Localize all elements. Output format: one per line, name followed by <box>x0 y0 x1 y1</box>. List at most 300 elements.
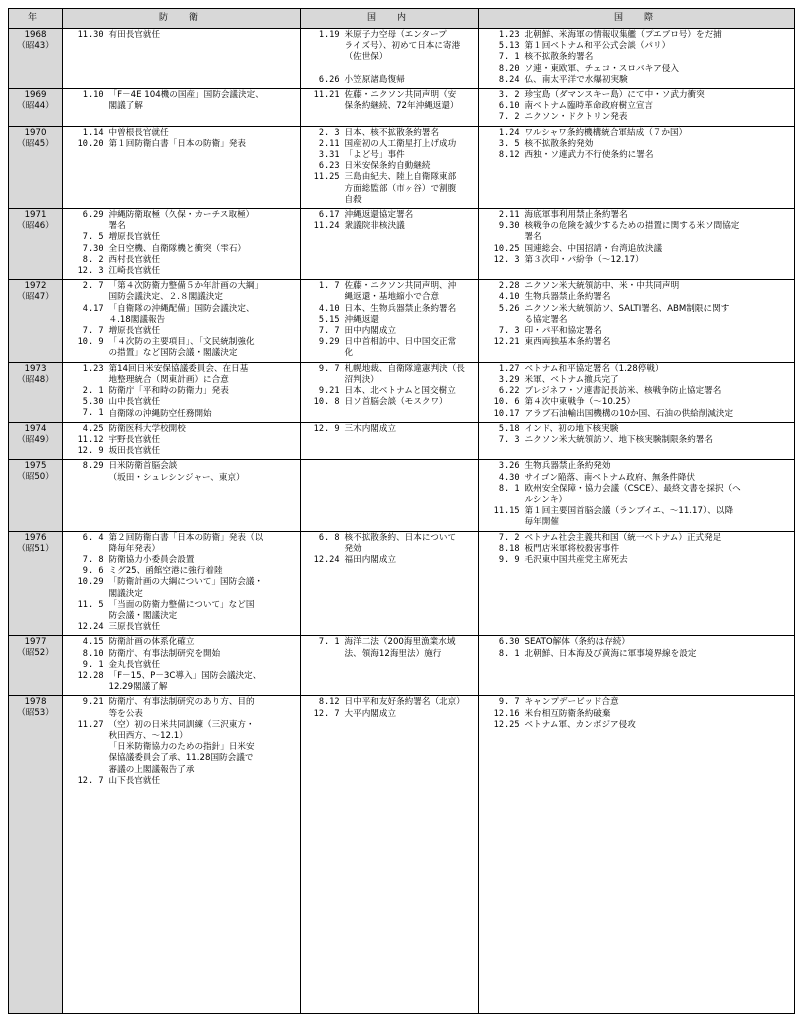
domestic-event-text: 日中平和友好条約署名（北京） <box>344 697 465 708</box>
international-date <box>479 232 520 243</box>
defense-date <box>63 753 104 764</box>
defense-date <box>63 709 104 720</box>
year-label: 1978 <box>24 697 47 708</box>
international-date: 6.10 <box>493 101 520 112</box>
domestic-date: 7. 1 <box>313 637 340 648</box>
domestic-events <box>343 696 479 1014</box>
international-events <box>523 696 795 1014</box>
international-event-text: 東西両独基本条約署名 <box>524 337 611 348</box>
defense-date: 8.10 <box>77 648 104 659</box>
international-event-text: 米台相互防衛条約破棄 <box>524 708 611 719</box>
international-event-text: ベトナム和平協定署名（1.28停戦） <box>524 363 664 374</box>
domestic-event-text: 日本、核不拡散条約署名 <box>344 127 440 138</box>
defense-events <box>107 460 301 531</box>
defense-event-text: 全日空機、自衛隊機と衝突（雫石） <box>108 243 247 254</box>
defense-events <box>107 126 301 208</box>
defense-dates <box>63 209 107 280</box>
domestic-event-text: 日米安保条約自動継続 <box>344 161 431 172</box>
defense-event-text: 防衛協力小委員会設置 <box>108 554 195 565</box>
international-date: 12.21 <box>493 337 520 348</box>
domestic-date <box>301 64 340 75</box>
international-date: 7. 3 <box>493 434 520 445</box>
domestic-date: 3.31 <box>313 150 340 161</box>
defense-dates <box>63 460 107 531</box>
defense-event-text: 坂田長官就任 <box>108 446 161 457</box>
defense-dates <box>63 89 107 127</box>
domestic-date: 9.21 <box>313 386 340 397</box>
international-event-text: 印・パ平和協定署名 <box>524 326 602 337</box>
international-date: 10.17 <box>493 408 520 419</box>
international-event-text: 欧州安全保障・協力会議（CSCE）、最終文書を採択（ヘ <box>524 483 741 494</box>
international-events <box>523 209 795 280</box>
international-event-text: ベトナム社会主義共和国（統一ベトナム）正式発足 <box>524 532 722 543</box>
domestic-date <box>301 101 340 112</box>
domestic-event-text: 国産初の人工衛星打上げ成功 <box>344 138 457 149</box>
era-label: （昭46） <box>17 221 54 232</box>
domestic-date: 2.11 <box>313 138 340 149</box>
international-date: 4.30 <box>493 472 520 483</box>
international-date: 8.18 <box>493 543 520 554</box>
defense-date: 8.29 <box>77 461 104 472</box>
international-events <box>523 280 795 362</box>
domestic-dates <box>301 29 343 89</box>
international-event-text: 署名 <box>524 232 542 243</box>
defense-date: 7. 8 <box>77 554 104 565</box>
domestic-event-text: 大平内閣成立 <box>344 708 397 719</box>
domestic-dates <box>301 531 343 636</box>
defense-date: 9. 1 <box>77 659 104 670</box>
defense-date <box>63 742 104 753</box>
international-dates <box>479 636 523 696</box>
international-event-text: 西独・ソ連武力不行使条約に署名 <box>524 150 654 161</box>
defense-event-text: 増原長官就任 <box>108 232 161 243</box>
defense-event-text: 防衛計画の体系化確立 <box>108 637 195 648</box>
defense-date <box>63 682 104 693</box>
domestic-event-text: 日ソ首脳会談（モスクワ） <box>344 397 448 408</box>
domestic-event-text: 核不拡散条約、日本について <box>344 532 457 543</box>
defense-event-text: 防衛医科大学校開校 <box>108 423 186 434</box>
defense-date <box>63 731 104 742</box>
international-dates <box>479 126 523 208</box>
era-label: （昭51） <box>17 543 54 554</box>
international-dates <box>479 531 523 636</box>
international-date: 8. 1 <box>493 648 520 659</box>
international-date: 3. 5 <box>493 138 520 149</box>
era-label: （昭45） <box>17 138 54 149</box>
defense-events <box>107 362 301 422</box>
international-date: 3. 2 <box>493 90 520 101</box>
domestic-events <box>343 89 479 127</box>
defense-event-text: 12.29閣議了解 <box>108 682 168 693</box>
defense-event-text: （空）初の日米共同訓練（三沢東方・ <box>108 719 255 730</box>
defense-date: 12.28 <box>77 670 104 681</box>
defense-event-text: 「防衛計画の大綱について」国防会議・ <box>108 577 264 588</box>
era-label: （昭49） <box>17 434 54 445</box>
year-label: 1969 <box>24 90 47 101</box>
international-date <box>479 315 520 326</box>
domestic-event-text: 福田内閣成立 <box>344 554 397 565</box>
defense-event-text: 山中長官就任 <box>108 397 161 408</box>
defense-date <box>63 473 104 484</box>
defense-event-text: 「当面の防衛力整備について」など国 <box>108 599 255 610</box>
year-cell <box>9 531 63 636</box>
international-date: 2.11 <box>493 210 520 221</box>
chronology-table <box>8 8 795 1014</box>
international-events <box>523 531 795 636</box>
international-date: 4.10 <box>493 292 520 303</box>
era-label: （昭50） <box>17 472 54 483</box>
domestic-dates <box>301 209 343 280</box>
domestic-event-text: 日本、北ベトナムと国交樹立 <box>344 386 456 397</box>
defense-date: 7. 5 <box>77 232 104 243</box>
international-date: 1.27 <box>493 363 520 374</box>
defense-dates <box>63 29 107 89</box>
international-date: 9. 7 <box>493 697 520 708</box>
domestic-date: 1. 7 <box>313 281 340 292</box>
defense-event-text: 閣議了解 <box>108 101 143 112</box>
domestic-event-text: 沖縄返還 <box>344 314 379 325</box>
international-date: 12.25 <box>493 719 520 730</box>
international-date: 5.13 <box>493 41 520 52</box>
table-row <box>9 362 795 422</box>
international-event-text: インド、初の地下核実験 <box>524 423 619 434</box>
table-row <box>9 460 795 531</box>
domestic-event-text: 縄返還・基地縮小で合意 <box>344 292 440 303</box>
international-event-text: ワルシャワ条約機構統合軍結成（７か国） <box>524 127 688 138</box>
international-date: 7. 1 <box>493 52 520 63</box>
international-date: 8.12 <box>493 150 520 161</box>
header-defense: 防 衛 <box>63 9 301 29</box>
defense-date <box>63 375 104 386</box>
international-date: 2.28 <box>493 281 520 292</box>
domestic-date <box>301 184 340 195</box>
international-event-text: ソ連・東欧軍、チェコ・スロバキア侵入 <box>524 63 679 74</box>
domestic-date <box>301 544 340 555</box>
international-date: 6.22 <box>493 386 520 397</box>
year-cell <box>9 280 63 362</box>
defense-date: 5.30 <box>77 397 104 408</box>
table-row <box>9 422 795 460</box>
international-event-text: 板門店米軍将校殺害事件 <box>524 543 620 554</box>
international-date: 12. 3 <box>493 254 520 265</box>
domestic-event-text: 海洋二法（200海里漁業水域 <box>344 637 456 648</box>
defense-event-text: 江崎長官就任 <box>108 266 161 277</box>
defense-date: 12.24 <box>77 622 104 633</box>
defense-event-text: 保協議委員会了承、11.28国防会議で <box>108 753 254 764</box>
international-date <box>479 495 520 506</box>
year-cell <box>9 362 63 422</box>
defense-date: 6. 4 <box>77 532 104 543</box>
international-event-text: ルシンキ） <box>524 494 568 505</box>
international-event-text: 核不拡散条約署名 <box>524 52 594 63</box>
domestic-date: 6.26 <box>313 74 340 85</box>
year-label: 1977 <box>24 637 47 648</box>
era-label: （昭52） <box>17 648 54 659</box>
defense-events <box>107 696 301 1014</box>
international-event-text: 珍宝島（ダマンスキー島）にて中・ソ武力衝突 <box>524 90 705 101</box>
domestic-event-text: （佐世保） <box>344 52 388 63</box>
defense-date: 10. 9 <box>77 337 104 348</box>
defense-event-text: 「F－4E 104機の国産」国防会議決定、 <box>108 90 264 101</box>
international-date <box>479 517 520 528</box>
domestic-events <box>343 362 479 422</box>
international-date: 6.30 <box>493 637 520 648</box>
defense-date: 4.17 <box>77 303 104 314</box>
defense-event-text: 有田長官就任 <box>108 30 161 40</box>
international-event-text: キャンプデービッド合意 <box>524 697 619 708</box>
year-label: 1974 <box>24 423 47 434</box>
international-date: 8.20 <box>493 63 520 74</box>
defense-event-text: 「第４次防衛力整備５か年計画の大綱」 <box>108 281 264 292</box>
domestic-event-text: 小笠原諸島復帰 <box>344 74 405 85</box>
international-event-text: ブレジネフ・ソ連書記長訪米、核戦争防止協定署名 <box>524 386 722 397</box>
defense-event-text: 秋田西方、～12.1） <box>108 730 188 741</box>
header-row <box>9 9 795 29</box>
international-event-text: 仏、南太平洋で水爆初実験 <box>524 74 628 85</box>
international-event-text: アラブ石油輸出国機構の10か国、石油の供給削減決定 <box>524 408 734 419</box>
defense-date: 10.20 <box>77 138 104 149</box>
international-event-text: 第１回ベトナム和平公式会談（パリ） <box>524 41 671 52</box>
international-date: 12.16 <box>493 708 520 719</box>
domestic-event-text <box>345 64 477 75</box>
domestic-event-text: 法、領海12海里法）施行 <box>344 648 442 659</box>
domestic-event-text: 沼判決） <box>344 374 379 385</box>
domestic-date: 12. 7 <box>313 708 340 719</box>
defense-date: 12. 7 <box>77 775 104 786</box>
international-event-text: 生物兵器禁止条約発効 <box>524 461 611 472</box>
year-cell <box>9 636 63 696</box>
defense-events <box>107 209 301 280</box>
international-date: 5.26 <box>493 303 520 314</box>
international-dates <box>479 29 523 89</box>
international-dates <box>479 362 523 422</box>
domestic-date: 9.29 <box>313 337 340 348</box>
defense-event-text: 降毎年発表） <box>108 543 161 554</box>
international-events <box>523 29 795 89</box>
international-event-text: 北朝鮮、日本海及び黄海に軍事境界線を設定 <box>524 648 697 659</box>
defense-date: 4.25 <box>77 423 104 434</box>
domestic-date: 6.17 <box>313 210 340 221</box>
international-date: 8.24 <box>493 74 520 85</box>
domestic-dates <box>301 362 343 422</box>
domestic-event-text: 「よど号」事件 <box>344 150 405 161</box>
year-cell <box>9 89 63 127</box>
international-events <box>523 460 795 531</box>
defense-event-text: 自衛隊の沖縄防空任務開始 <box>108 408 212 419</box>
defense-date <box>63 544 104 555</box>
international-event-text: SEATO解体（条約は存続） <box>524 637 630 648</box>
domestic-events <box>343 460 479 531</box>
international-dates <box>479 280 523 362</box>
defense-date: 12. 9 <box>77 446 104 457</box>
defense-date: 11.30 <box>77 30 104 40</box>
international-dates <box>479 460 523 531</box>
international-event-text: 毛沢東中国共産党主席死去 <box>524 554 628 565</box>
defense-event-text: 防会議・閣議決定 <box>108 610 178 621</box>
defense-dates <box>63 696 107 1014</box>
defense-date: 9. 6 <box>77 566 104 577</box>
chronology-table-container <box>8 8 794 1014</box>
year-cell <box>9 460 63 531</box>
defense-date <box>63 348 104 359</box>
international-event-text: 第１回主要国首脳会議（ランブイエ、～11.17）、以降 <box>524 506 734 517</box>
international-events <box>523 636 795 696</box>
domestic-date <box>301 195 340 206</box>
defense-event-text: 審議の上閣議報告了承 <box>108 764 195 775</box>
international-date: 8. 1 <box>493 483 520 494</box>
defense-date: 2. 1 <box>77 386 104 397</box>
domestic-date: 9. 7 <box>313 363 340 374</box>
year-cell <box>9 422 63 460</box>
domestic-date <box>301 649 340 660</box>
domestic-dates <box>301 126 343 208</box>
domestic-dates <box>301 696 343 1014</box>
defense-event-text: 中曽根長官就任 <box>108 127 169 138</box>
defense-event-text: 防衛庁、有事法制研究のあり方、目的 <box>108 697 255 708</box>
year-cell <box>9 209 63 280</box>
international-event-text: 核戦争の危険を減少するための措置に関する米ソ間協定 <box>524 221 740 232</box>
international-event-text: 海底軍事利用禁止条約署名 <box>524 210 628 221</box>
domestic-event-text: 沖縄返還協定署名 <box>344 210 414 221</box>
defense-date: 12. 3 <box>77 266 104 277</box>
domestic-date: 12. 9 <box>313 423 340 434</box>
domestic-event-text: 三島由紀夫、陸上自衛隊東部 <box>344 172 457 183</box>
domestic-date: 6. 8 <box>313 532 340 543</box>
domestic-date: 4.10 <box>313 303 340 314</box>
defense-event-text: 国防会議決定、２.８閣議決定 <box>108 292 223 303</box>
international-event-text: ベトナム軍、カンボジア侵攻 <box>524 719 636 730</box>
year-label: 1968 <box>24 30 47 40</box>
domestic-dates <box>301 636 343 696</box>
domestic-events <box>343 280 479 362</box>
defense-event-text: 「４次防の主要項目」、「文民統制強化 <box>108 337 255 348</box>
domestic-event-text: 発効 <box>344 543 362 554</box>
defense-events <box>107 531 301 636</box>
defense-dates <box>63 531 107 636</box>
domestic-date: 12.24 <box>313 554 340 565</box>
domestic-date: 5.15 <box>313 314 340 325</box>
defense-date: 7. 7 <box>77 326 104 337</box>
defense-date: 1.10 <box>77 90 104 101</box>
international-event-text: サイゴン陥落、南ベトナム政府、無条件降伏 <box>524 472 696 483</box>
defense-event-text: 「自衛隊の沖縄配備」国防会議決定、 <box>108 303 255 314</box>
domestic-date: 10. 8 <box>313 397 340 408</box>
defense-event-text: 宇野長官就任 <box>108 434 161 445</box>
defense-event-text: ミグ25、函館空港に強行着陸 <box>108 566 223 577</box>
defense-event-text: 地整理統合（関東計画）に合意 <box>108 374 229 385</box>
domestic-event-text: 米原子力空母（エンタープ <box>344 30 447 40</box>
table-row <box>9 531 795 636</box>
domestic-event-text: 日中首相訪中、日中国交正常 <box>344 337 457 348</box>
domestic-date <box>301 41 340 52</box>
defense-date: 7. 1 <box>77 408 104 419</box>
defense-events <box>107 29 301 89</box>
defense-event-text: 第２回防衛白書「日本の防衛」発表（以 <box>108 532 264 543</box>
defense-date <box>63 315 104 326</box>
international-event-text: 国連総会、中国招請・台湾追放決議 <box>524 243 663 254</box>
defense-date: 10.29 <box>77 577 104 588</box>
year-label: 1975 <box>24 461 47 472</box>
defense-dates <box>63 636 107 696</box>
domestic-dates <box>301 422 343 460</box>
domestic-dates <box>301 89 343 127</box>
international-dates <box>479 696 523 1014</box>
header-international: 国 際 <box>479 9 795 29</box>
domestic-date: 11.24 <box>313 221 340 232</box>
table-row <box>9 280 795 362</box>
domestic-date: 6.23 <box>313 161 340 172</box>
international-events <box>523 126 795 208</box>
domestic-event-text: 自殺 <box>344 194 362 205</box>
defense-events <box>107 422 301 460</box>
year-label: 1972 <box>24 281 47 292</box>
domestic-date <box>301 348 340 359</box>
defense-date <box>63 221 104 232</box>
domestic-date <box>301 52 340 63</box>
defense-date: 11. 5 <box>77 599 104 610</box>
defense-date: 4.15 <box>77 637 104 648</box>
table-row <box>9 89 795 127</box>
defense-events <box>107 89 301 127</box>
domestic-date: 8.12 <box>313 697 340 708</box>
international-date: 1.23 <box>493 30 520 40</box>
international-date: 3.26 <box>493 461 520 472</box>
defense-dates <box>63 422 107 460</box>
defense-event-text: 防衛庁「平和時の防衛力」発表 <box>108 386 229 397</box>
table-body <box>9 29 795 1014</box>
defense-date <box>63 101 104 112</box>
international-date: 7. 2 <box>493 112 520 123</box>
domestic-date <box>301 375 340 386</box>
international-date: 1.24 <box>493 127 520 138</box>
defense-event-text: 金丸長官就任 <box>108 659 161 670</box>
domestic-event-text: 佐藤・ニクソン共同声明、沖 <box>344 281 457 292</box>
international-events <box>523 422 795 460</box>
table-row <box>9 696 795 1014</box>
table-row <box>9 29 795 89</box>
year-cell <box>9 126 63 208</box>
defense-date: 7.30 <box>77 243 104 254</box>
domestic-event-text: 札幌地裁、自衛隊違憲判決（長 <box>344 363 465 374</box>
domestic-events <box>343 531 479 636</box>
defense-date: 1.14 <box>77 127 104 138</box>
domestic-event-text: 三木内閣成立 <box>344 423 397 434</box>
year-label: 1976 <box>24 532 47 543</box>
international-date: 7. 2 <box>493 532 520 543</box>
defense-event-text: 等を公表 <box>108 708 143 719</box>
domestic-dates <box>301 460 343 531</box>
international-event-text: ニクソン・ドクトリン発表 <box>524 112 628 123</box>
international-event-text: 米軍、ベトナム撤兵完了 <box>524 374 619 385</box>
domestic-events <box>343 29 479 89</box>
domestic-event-text: 化 <box>344 348 354 359</box>
era-label: （昭53） <box>17 708 54 719</box>
defense-date <box>63 765 104 776</box>
international-event-text: る協定署名 <box>524 314 568 325</box>
international-events <box>523 89 795 127</box>
defense-event-text: 西村長官就任 <box>108 254 161 265</box>
year-label: 1973 <box>24 363 47 374</box>
international-dates <box>479 209 523 280</box>
era-label: （昭47） <box>17 292 54 303</box>
domestic-date: 11.25 <box>313 172 340 183</box>
domestic-event-text: 衆議院非核決議 <box>344 221 405 232</box>
era-label: （昭43） <box>17 41 54 51</box>
defense-date: 8. 2 <box>77 254 104 265</box>
domestic-event-text: 方面総監部（市ヶ谷）で割腹 <box>344 183 457 194</box>
defense-events <box>107 636 301 696</box>
international-date: 10. 6 <box>493 397 520 408</box>
